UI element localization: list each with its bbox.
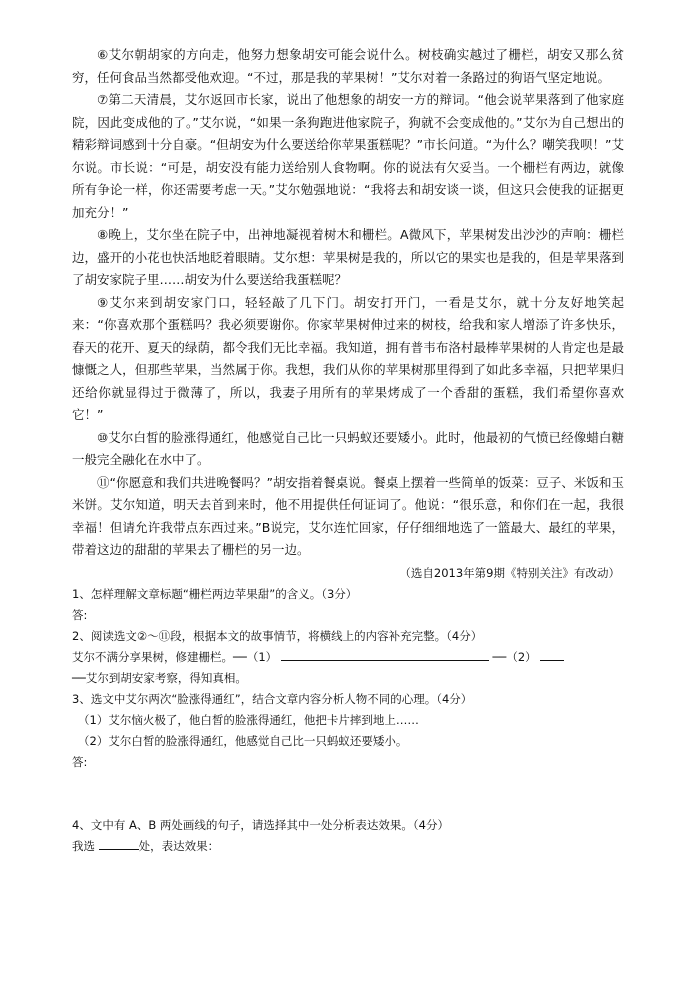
paragraph-10: ⑩艾尔白皙的脸涨得通红，他感觉自己比一只蚂蚁还要矮小。此时，他最初的气愤已经像蜡白糖一般完全融化在水中了。 (72, 429, 624, 467)
question-4: 4、文中有 A、B 两处画线的句子，请选择其中一处分析表达效果。（4分） (72, 817, 449, 832)
question-3-item-2: （2）艾尔白皙的脸涨得通红，他感觉自己比一只蚂蚁还要矮小。 (78, 733, 408, 748)
q2-line-a-mid: ──（2） (492, 649, 537, 664)
paragraph-11: ⑪“你愿意和我们共进晚餐吗？”胡安指着餐桌说。餐桌上摆着一些简单的饭菜：豆子、米饭和玉米饼。艾尔知道，明天去首到来时，他不用提供任何证词了。他说：“很乐意，和你们在一起，我很幸福！但请允许我带点东西过来。”B说完，艾尔连忙回家，仔仔细细地选了一篮最大、最红的苹果，带着这边的甜甜的苹果去了栅栏的另一边。 (72, 474, 624, 557)
answer-space (72, 773, 624, 815)
blank-1[interactable] (281, 647, 489, 661)
q2-line-a-text: 艾尔不满分享果树，修建栅栏。──（1） (72, 649, 278, 664)
paragraph-7: ⑦第二天清晨，艾尔返回市长家，说出了他想象的胡安一方的辩词。“他会说苹果落到了他家庭院，因此变成他的了。”艾尔说，“如果一条狗跑进他家院子，狗就不会变成他的。”艾尔为自己想出的精彩辩词感到十分自豪。“但胡安为什么要送给你苹果蛋糕呢？”市长问道。“为什么？嘲笑我呗！”艾尔说。市长说：“可是，胡安没有能力送给别人食物啊。你的说法有欠妥当。一个栅栏有两边，就像所有争论一样，你还需要考虑一天。”艾尔勉强地说：“我将去和胡安谈一谈，但这只会使我的证据更加充分！” (72, 92, 624, 220)
q4-effect-label: 处，表达效果： (138, 838, 220, 853)
question-1: 1、怎样理解文章标题“栅栏两边苹果甜”的含义。（3分） (72, 586, 358, 601)
paragraph-8: ⑧晚上，艾尔坐在院子中，出神地凝视着树木和栅栏。A微风下，苹果树发出沙沙的声响：栅栏边，盛开的小花也快活地眨着眼睛。艾尔想：苹果树是我的，所以它的果实也是我的，但是苹果落到了胡安家院子里……胡安为什么要送给我蛋糕呢？ (72, 227, 624, 287)
question-2-line-a (72, 647, 624, 668)
choice-blank[interactable] (99, 836, 139, 850)
paragraph-6: ⑥艾尔朝胡家的方向走，他努力想象胡安可能会说什么。树枝确实越过了栅栏，胡安又那么贫穷，任何食品当然都受他欢迎。“不过，那是我的苹果树！”艾尔对着一条路过的狗语气坚定地说。 (72, 47, 624, 85)
paragraph-9: ⑨艾尔来到胡安家门口，轻轻敲了几下门。胡安打开门，一看是艾尔，就十分友好地笑起来：“你喜欢那个蛋糕吗？我必须要谢你。你家苹果树伸过来的树枝，给我和家人增添了许多快乐，春天的花开、夏天的绿荫，都令我们无比幸福。我知道，拥有普韦布洛村最棒苹果树的人肯定也是最慷慨之人，但那些苹果，当然属于你。我想，我们从你的苹果树那里得到了如此多幸福，只把苹果归还给你就显得过于微薄了，所以，我妻子用所有的苹果烤成了一个香甜的蛋糕，我们希望你喜欢它！” (72, 294, 624, 422)
blank-2[interactable] (540, 647, 564, 661)
worksheet-page (72, 44, 624, 857)
question-2: 2、阅读选文②～⑪段，根据本文的故事情节，将横线上的内容补充完整。（4分） (72, 628, 483, 643)
answer-label-3: 答: (72, 754, 88, 769)
question-2-line-b: ──艾尔到胡安家考察，得知真相。 (72, 670, 247, 685)
answer-label-1: 答: (72, 607, 88, 622)
q4-choose-label: 我选 (72, 838, 95, 853)
question-4-line (72, 836, 624, 857)
source-citation: （选自2013年第9期《特别关注》有改动） (399, 565, 620, 580)
question-3-item-1: （1）艾尔恼火极了，他白皙的脸涨得通红，他把卡片摔到地上…… (78, 712, 419, 727)
question-3: 3、选文中艾尔两次“脸涨得通红”，结合文章内容分析人物不同的心理。（4分） (72, 691, 473, 706)
